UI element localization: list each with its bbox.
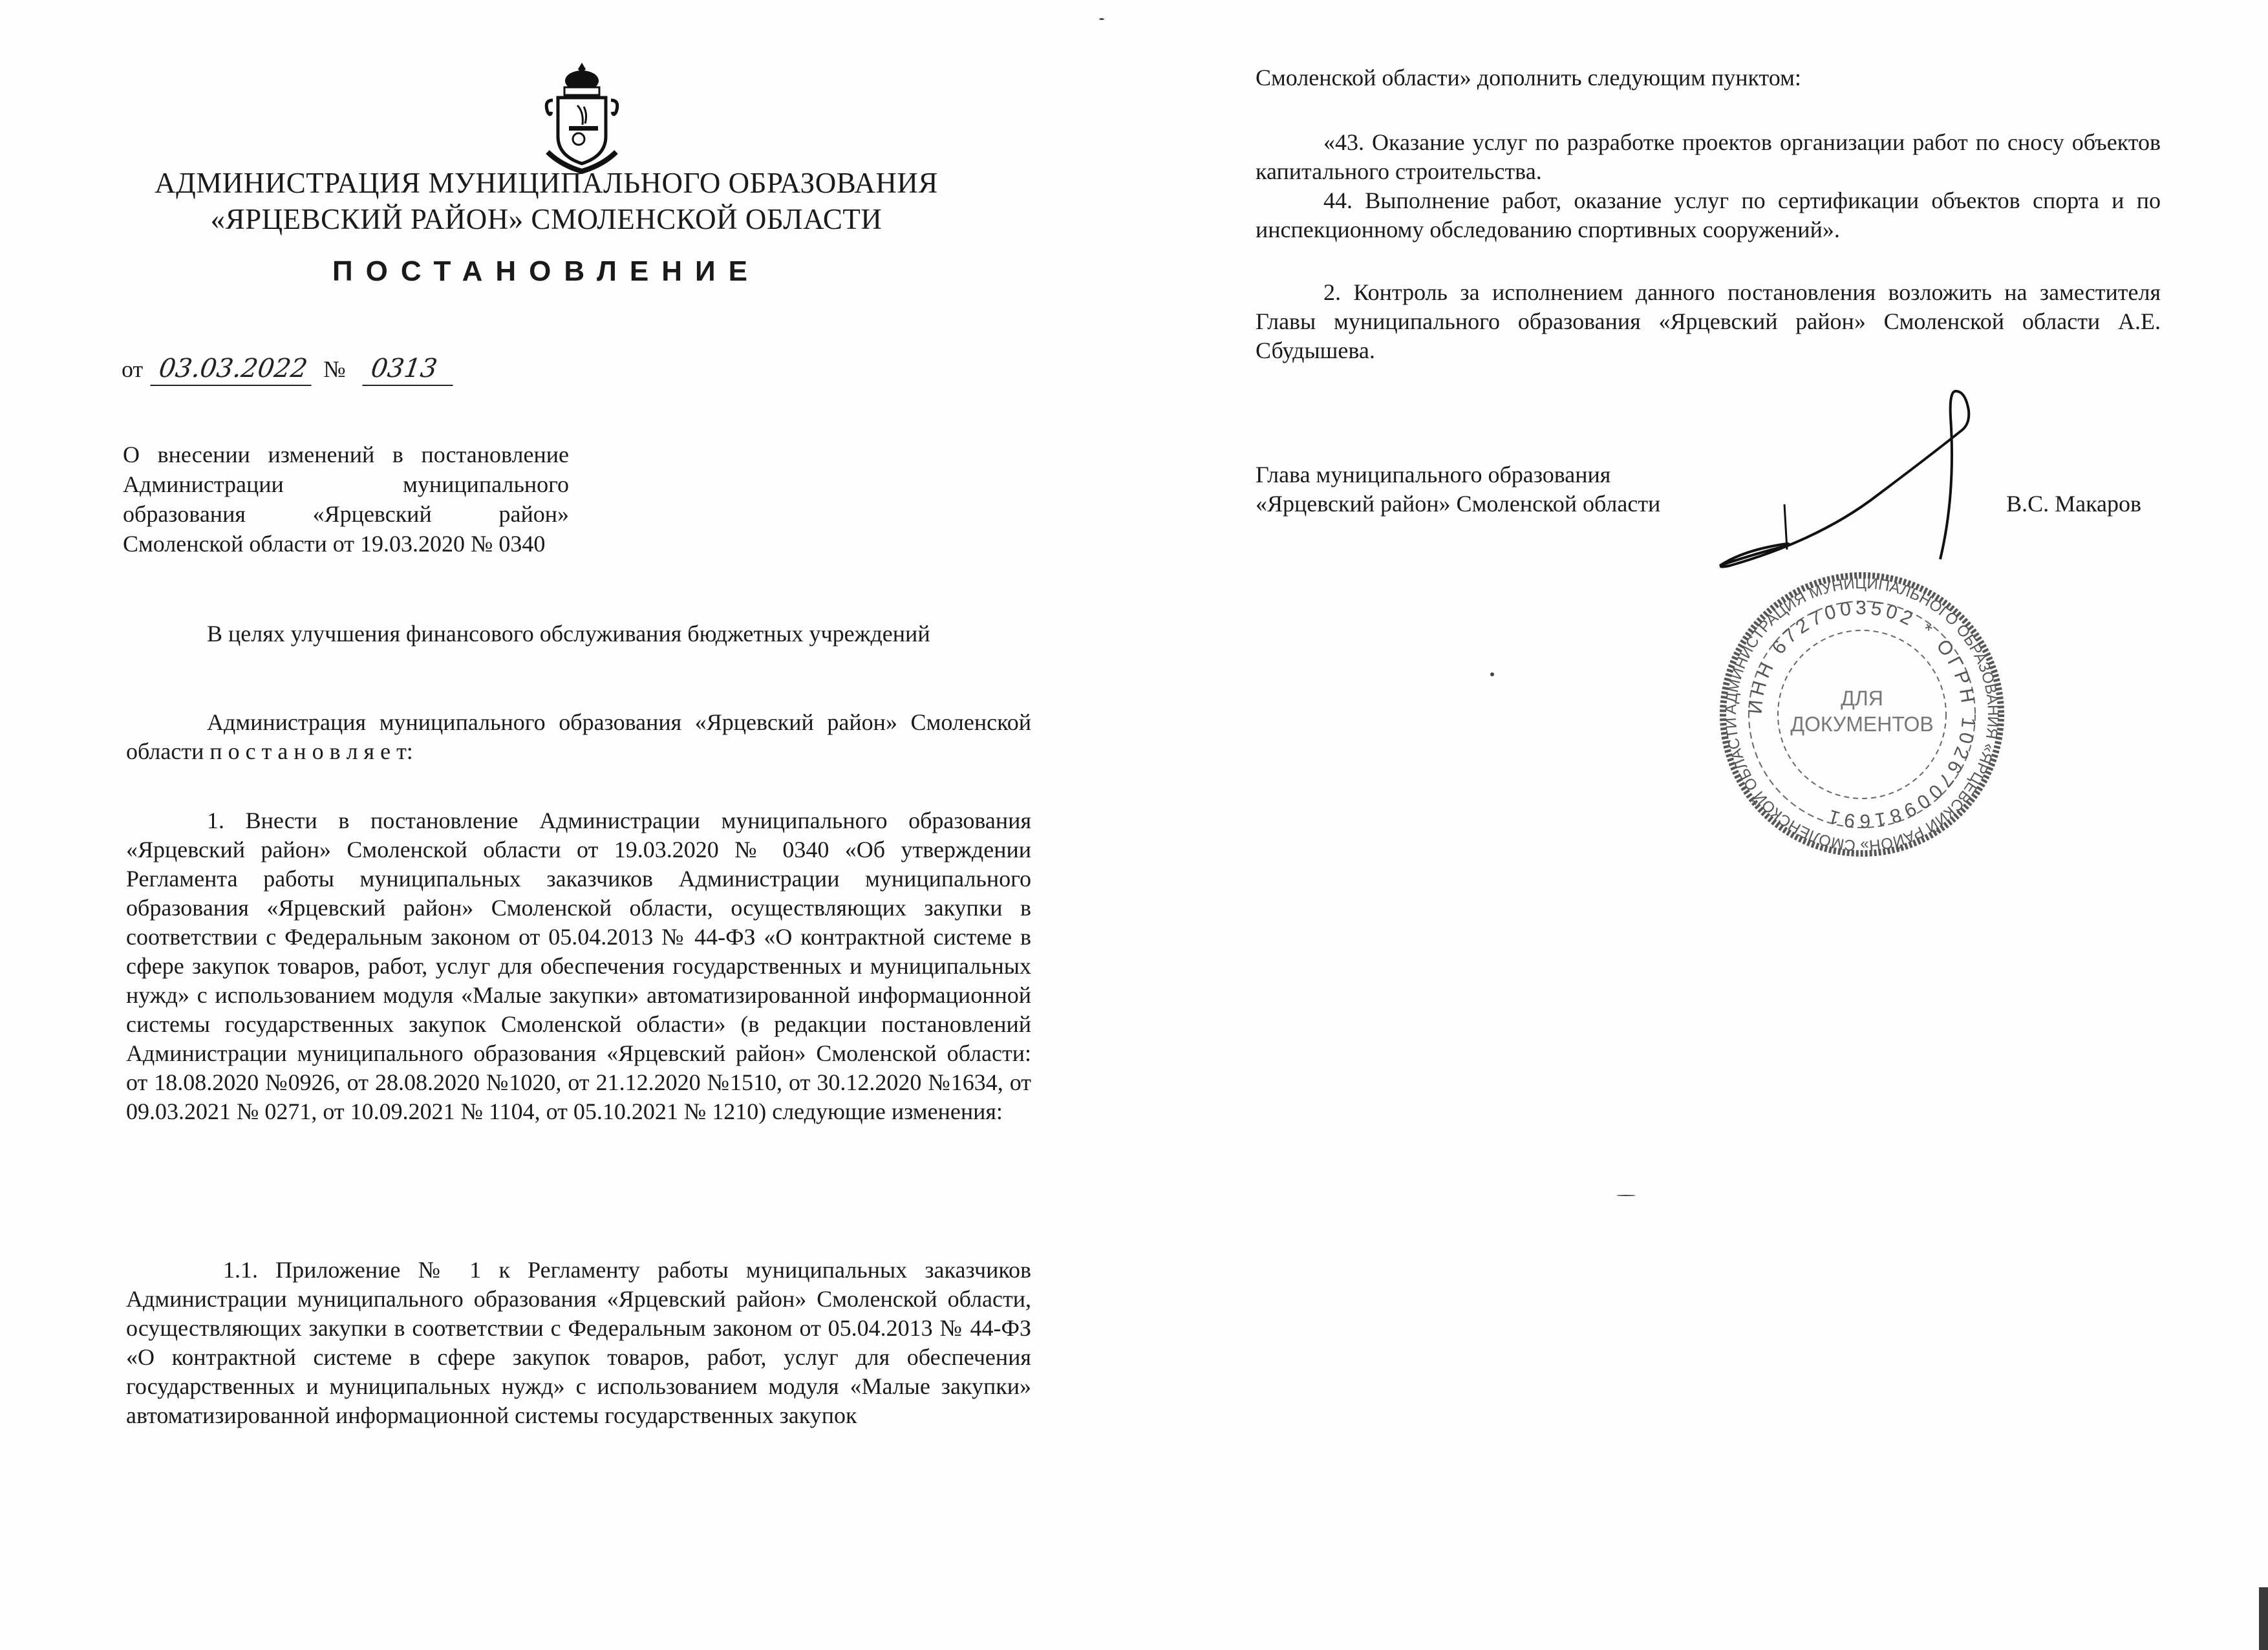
item-1-paragraph xyxy=(126,806,1031,1126)
stamp-center-line-2: ДОКУМЕНТОВ xyxy=(1790,712,1934,736)
item-2-paragraph xyxy=(1256,278,2161,365)
point-43 xyxy=(1256,128,2161,186)
decree-verb: п о с т а н о в л я е т: xyxy=(209,738,413,764)
document-type: ПОСТАНОВЛЕНИЕ xyxy=(332,255,761,287)
decree-intro: Администрация муниципального образования «Ярцевский район» Смоленской области xyxy=(126,709,1031,764)
org-title-line-2: «ЯРЦЕВСКИЙ РАЙОН» СМОЛЕНСКОЙ ОБЛАСТИ xyxy=(210,203,883,235)
goal-paragraph xyxy=(126,619,1031,648)
scan-speck xyxy=(1616,1195,1636,1196)
stamp-outer-text: АДМИНИСТРАЦИЯ МУНИЦИПАЛЬНОГО ОБРАЗОВАНИЯ «ЯРЦЕВСКИЙ РАЙОН» СМОЛЕНСКОЙ ОБЛАСТИ xyxy=(1722,574,2002,855)
new-points xyxy=(1256,128,2161,244)
item-1-1-text: 1.1. Приложение № 1 к Регламенту работы муниципальных заказчиков Администрации муниципального образования «Ярцевский район» Смоленской области, осуществляющих закупки в соответствии с Федеральным законом от 05.04.2013 № 44-ФЗ «О контрактной системе в сфере закупок товаров, работ, услуг для обеспечения государственных и муниципальных нужд» с использованием модуля «Малые закупки» автоматизированной информационной системы государственных закупок xyxy=(126,1257,1031,1428)
stamp-center-line-1: ДЛЯ xyxy=(1841,687,1883,710)
point-44 xyxy=(1256,186,2161,244)
organization-title xyxy=(129,165,963,237)
scan-speck xyxy=(1490,672,1494,676)
scan-speck xyxy=(1099,18,1104,20)
number-label: № xyxy=(323,356,346,382)
continuation-paragraph: Смоленской области» дополнить следующим пунктом: xyxy=(1256,65,1801,91)
goal-text: В целях улучшения финансового обслуживания бюджетных учреждений xyxy=(207,621,930,647)
date-label: от xyxy=(122,356,144,382)
document-subject: О внесении изменений в постановление Администрации муниципального образования «Ярцевский район» Смоленской области от 19.03.2020 № 0340 xyxy=(123,442,569,557)
signer-position-line-2: «Ярцевский район» Смоленской области xyxy=(1256,491,1661,517)
handwritten-number: 0313 xyxy=(362,352,457,386)
point-44-text: 44. Выполнение работ, оказание услуг по сертификации объектов спорта и по инспекционному обследованию спортивных сооружений». xyxy=(1256,188,2161,242)
official-stamp xyxy=(1707,569,2017,860)
org-title-line-1: АДМИНИСТРАЦИЯ МУНИЦИПАЛЬНОГО ОБРАЗОВАНИЯ xyxy=(155,167,938,199)
item-2-text: 2. Контроль за исполнением данного постановления возложить на заместителя Главы муниципального образования «Ярцевский район» Смоленской области А.Е. Сбудышева. xyxy=(1256,279,2161,363)
decree-paragraph xyxy=(126,708,1031,766)
item-1-1-paragraph xyxy=(126,1256,1031,1430)
handwritten-signature-icon xyxy=(1707,388,2043,575)
scan-edge-shadow xyxy=(2259,1587,2268,1650)
handwritten-date: 03.03.2022 xyxy=(151,352,316,386)
stamp-inner-text: ИНН 6727003502 * ОГРН 1026700981691 xyxy=(1744,597,1980,832)
signer-position-line-1: Глава муниципального образования xyxy=(1256,462,1611,488)
signer-name: В.С. Макаров xyxy=(2006,491,2141,517)
coat-of-arms-icon xyxy=(533,61,630,175)
item-1-text: 1. Внести в постановление Администрации муниципального образования «Ярцевский район» Смоленской области от 19.03.2020 № 0340 «Об утверждении Регламента работы муниципальных заказчиков Администрации муниципального образования «Ярцевский район» Смоленской области, осуществляющих закупки в соответствии с Федеральным законом от 05.04.2013 № 44-ФЗ «О контрактной системе в сфере закупок товаров, работ, услуг для обеспечения государственных и муниципальных нужд» с использованием модуля «Малые закупки» автоматизированной информационной системы государственных закупок Смоленской области» (в редакции постановлений Администрации муниципального образования «Ярцевский район» Смоленской области: от 18.08.2020 №0926, от 28.08.2020 №1020, от 21.12.2020 №1510, от 30.12.2020 №1634, от 09.03.2021 № 0271, от 10.09.2021 № 1104, от 05.10.2021 № 1210) следующие изменения: xyxy=(126,808,1031,1124)
point-43-text: «43. Оказание услуг по разработке проектов организации работ по сносу объектов капитального строительства. xyxy=(1256,129,2161,184)
registration-line xyxy=(122,352,459,386)
